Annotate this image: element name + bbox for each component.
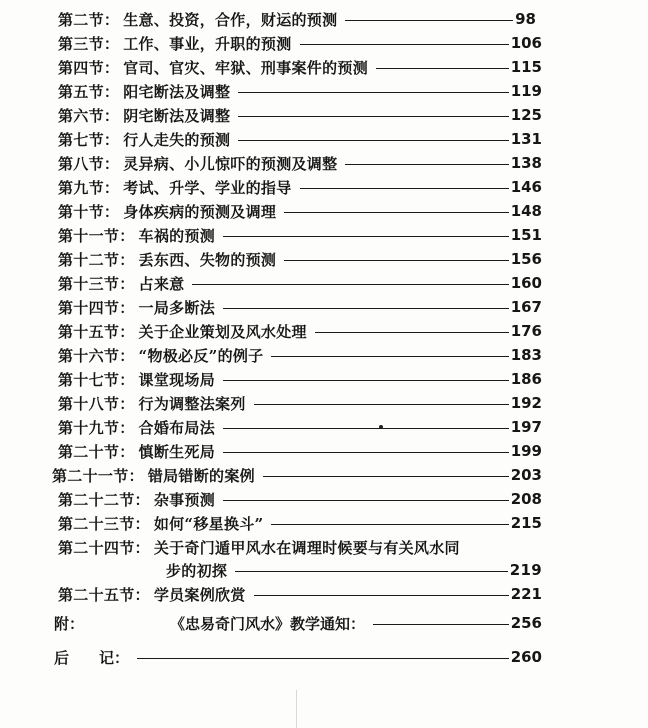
section-title: 杂事预测 bbox=[153, 490, 216, 509]
dot-leader bbox=[254, 404, 509, 405]
dot-leader bbox=[284, 260, 508, 261]
dot-leader bbox=[271, 356, 508, 357]
dot-leader bbox=[300, 188, 509, 189]
dot-leader bbox=[254, 595, 509, 596]
page-number: 98 bbox=[515, 10, 536, 28]
section-title: 错局错断的案例 bbox=[147, 466, 255, 485]
dot-leader bbox=[263, 476, 509, 477]
section-label: 第六节： bbox=[58, 106, 120, 125]
section-title: 工作、事业，升职的预测 bbox=[123, 34, 292, 53]
section-label: 第十八节： bbox=[58, 394, 135, 413]
section-label: 第二节： bbox=[58, 10, 120, 29]
dot-leader bbox=[345, 20, 513, 21]
section-title: 灵异病、小儿惊吓的预测及调整 bbox=[123, 154, 338, 173]
section-title: 合婚布局法 bbox=[138, 418, 216, 437]
dot-leader bbox=[238, 116, 508, 117]
section-title: 课堂现场局 bbox=[138, 370, 216, 389]
page-number: 176 bbox=[510, 322, 542, 340]
page-number: 148 bbox=[510, 202, 542, 220]
section-label: 第十二节： bbox=[58, 250, 135, 269]
toc-entry-section-7[interactable] bbox=[58, 128, 542, 150]
section-title: 行为调整法案列 bbox=[138, 394, 246, 413]
dot-leader bbox=[223, 500, 509, 501]
page-number: 215 bbox=[510, 514, 542, 532]
page-number: 160 bbox=[510, 274, 542, 292]
section-title: 阴宅断法及调整 bbox=[123, 106, 231, 125]
toc-entry-section-16[interactable] bbox=[58, 344, 542, 366]
section-label: 第二十五节： bbox=[58, 585, 150, 604]
dot-leader bbox=[238, 140, 508, 141]
page-number: 199 bbox=[510, 442, 542, 460]
toc-entry-section-22[interactable] bbox=[58, 488, 542, 510]
page-number: 260 bbox=[510, 648, 542, 666]
appendix-title: 《忠易奇门风水》教学通知： bbox=[170, 614, 366, 633]
section-title: 关于企业策划及风水处理 bbox=[138, 322, 307, 341]
section-title: 行人走失的预测 bbox=[123, 130, 231, 149]
dot-leader bbox=[238, 92, 508, 93]
section-title: 生意、投资，合作，财运的预测 bbox=[123, 10, 338, 29]
toc-entry-section-19[interactable] bbox=[58, 416, 542, 438]
toc-entry-section-8[interactable] bbox=[58, 152, 542, 174]
section-title: 阳宅断法及调整 bbox=[123, 82, 231, 101]
toc-afterword[interactable] bbox=[54, 645, 542, 669]
section-label: 第八节： bbox=[58, 154, 120, 173]
dot-leader bbox=[315, 332, 509, 333]
dot-leader bbox=[192, 284, 508, 285]
toc-entry-section-24-continuation[interactable] bbox=[166, 559, 542, 581]
section-label: 第二十节： bbox=[58, 442, 135, 461]
page-number: 146 bbox=[510, 178, 542, 196]
page-number: 256 bbox=[510, 614, 542, 632]
page-number: 183 bbox=[510, 346, 542, 364]
page-fold-line bbox=[296, 690, 297, 728]
toc-entry-section-13[interactable] bbox=[58, 272, 542, 294]
toc-entry-section-25[interactable] bbox=[58, 583, 542, 605]
section-title: 车祸的预测 bbox=[138, 226, 216, 245]
page-number: 192 bbox=[510, 394, 542, 412]
dot-leader bbox=[235, 571, 508, 572]
section-title: 关于奇门遁甲风水在调理时候要与有关风水同 bbox=[153, 538, 460, 557]
section-title: 步的初探 bbox=[166, 561, 228, 580]
section-label: 第十节： bbox=[58, 202, 120, 221]
page-number: 138 bbox=[510, 154, 542, 172]
toc-entry-section-20[interactable] bbox=[58, 440, 542, 462]
section-label: 第二十四节： bbox=[58, 538, 150, 557]
dot-leader bbox=[223, 452, 509, 453]
toc-entry-section-12[interactable] bbox=[58, 248, 542, 270]
page-number: 197 bbox=[510, 418, 542, 436]
dot-leader bbox=[137, 658, 509, 659]
page-number: 119 bbox=[510, 82, 542, 100]
page-number: 106 bbox=[510, 34, 542, 52]
dot-leader bbox=[373, 624, 509, 625]
section-label: 第三节： bbox=[58, 34, 120, 53]
toc-entry-section-17[interactable] bbox=[58, 368, 542, 390]
afterword-label: 后 记： bbox=[54, 648, 130, 667]
page-number: 208 bbox=[510, 490, 542, 508]
toc-entry-section-4[interactable] bbox=[58, 56, 542, 78]
section-title: 考试、升学、学业的指导 bbox=[123, 178, 292, 197]
section-title: “物极必反”的例子 bbox=[138, 346, 264, 365]
toc-entry-section-10[interactable] bbox=[58, 200, 542, 222]
page-number: 156 bbox=[510, 250, 542, 268]
toc-entry-section-3[interactable] bbox=[58, 32, 542, 54]
section-label: 第九节： bbox=[58, 178, 120, 197]
page-number: 186 bbox=[510, 370, 542, 388]
dot-leader bbox=[223, 428, 509, 429]
toc-entry-section-15[interactable] bbox=[58, 320, 542, 342]
toc-entry-section-14[interactable] bbox=[58, 296, 542, 318]
section-label: 第二十三节： bbox=[58, 514, 150, 533]
section-label: 第五节： bbox=[58, 82, 120, 101]
section-label: 第二十二节： bbox=[58, 490, 150, 509]
toc-entry-section-5[interactable] bbox=[58, 80, 542, 102]
dot-leader bbox=[271, 524, 508, 525]
section-label: 第十七节： bbox=[58, 370, 135, 389]
toc-entry-section-2[interactable] bbox=[58, 8, 536, 30]
toc-entry-section-9[interactable] bbox=[58, 176, 542, 198]
section-label: 第十六节： bbox=[58, 346, 135, 365]
toc-entry-section-18[interactable] bbox=[58, 392, 542, 414]
toc-entry-section-23[interactable] bbox=[58, 512, 542, 534]
section-title: 占来意 bbox=[138, 274, 185, 293]
appendix-label: 附： bbox=[54, 614, 85, 633]
section-label: 第七节： bbox=[58, 130, 120, 149]
section-label: 第十三节： bbox=[58, 274, 135, 293]
toc-entry-section-11[interactable] bbox=[58, 224, 542, 246]
dot-leader bbox=[345, 164, 508, 165]
dot-leader bbox=[284, 212, 508, 213]
page-number: 151 bbox=[510, 226, 542, 244]
section-label: 第十五节： bbox=[58, 322, 135, 341]
dot-leader bbox=[376, 68, 509, 69]
dot-leader bbox=[223, 380, 509, 381]
section-title: 如何“移星换斗” bbox=[153, 514, 264, 533]
page-number: 167 bbox=[510, 298, 542, 316]
section-label: 第十四节： bbox=[58, 298, 135, 317]
toc-appendix[interactable] bbox=[54, 611, 542, 635]
page-number: 131 bbox=[510, 130, 542, 148]
section-title: 身体疾病的预测及调理 bbox=[123, 202, 277, 221]
section-label: 第二十一节： bbox=[52, 466, 144, 485]
page-number: 203 bbox=[510, 466, 542, 484]
dot-leader bbox=[223, 308, 509, 309]
section-label: 第四节： bbox=[58, 58, 120, 77]
dot-leader bbox=[300, 44, 509, 45]
page-number: 221 bbox=[510, 585, 542, 603]
section-title: 慎断生死局 bbox=[138, 442, 216, 461]
section-label: 第十一节： bbox=[58, 226, 135, 245]
page-number: 219 bbox=[509, 561, 542, 579]
page-number: 115 bbox=[510, 58, 542, 76]
toc-entry-section-21[interactable] bbox=[52, 464, 542, 486]
toc-entry-section-6[interactable] bbox=[58, 104, 542, 126]
dot-leader bbox=[223, 236, 509, 237]
section-title: 丢东西、失物的预测 bbox=[138, 250, 277, 269]
section-title: 学员案例欣赏 bbox=[153, 585, 246, 604]
section-title: 一局多断法 bbox=[138, 298, 216, 317]
page-number: 125 bbox=[510, 106, 542, 124]
section-label: 第十九节： bbox=[58, 418, 135, 437]
toc-entry-section-24[interactable] bbox=[58, 536, 542, 558]
section-title: 官司、官灾、牢狱、刑事案件的预测 bbox=[123, 58, 369, 77]
